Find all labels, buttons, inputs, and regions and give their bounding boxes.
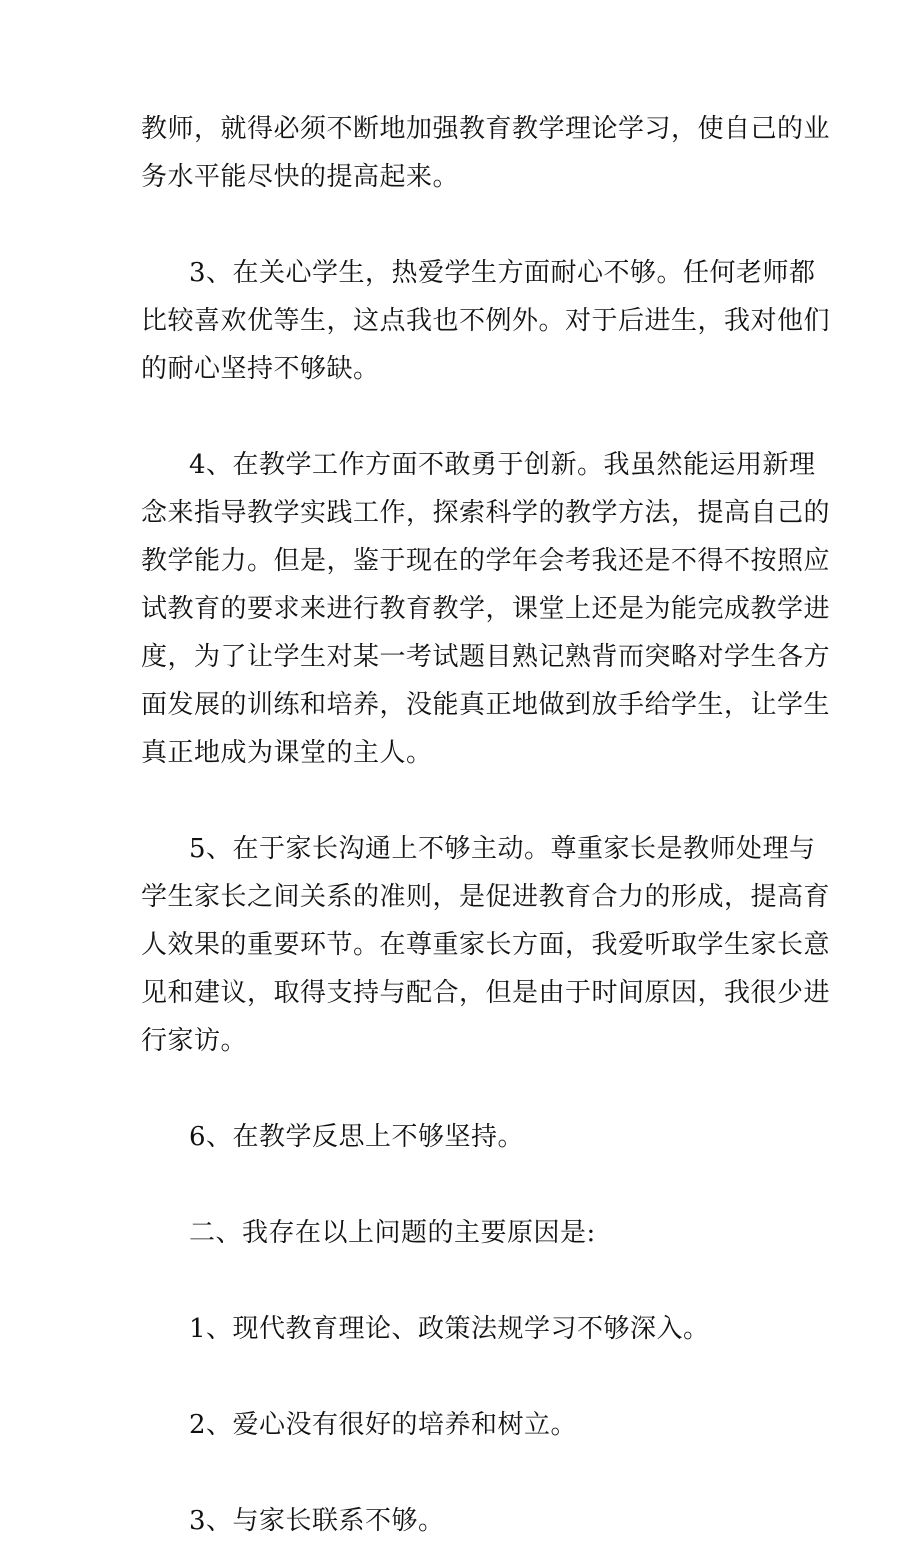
text-line: 3、在关心学生，热爱学生方面耐心不够。任何老师都 [189, 258, 816, 288]
cause-item-2 [141, 1401, 781, 1449]
paragraph-continuation [141, 105, 831, 201]
paragraph-item-5 [141, 825, 831, 1065]
paragraph-gap [141, 1353, 781, 1401]
cause-item-1 [141, 1305, 781, 1353]
text-line: 见和建议，取得支持与配合，但是由于时间原因，我很少进 [141, 978, 831, 1008]
paragraph-item-3 [141, 249, 831, 393]
text-line: 二、我存在以上问题的主要原因是: [189, 1218, 596, 1248]
text-line: 度，为了让学生对某一考试题目熟记熟背而突略对学生各方 [141, 642, 831, 672]
text-line: 1、现代教育理论、政策法规学习不够深入。 [189, 1314, 710, 1344]
paragraph-gap [141, 393, 781, 441]
text-line: 比较喜欢优等生，这点我也不例外。对于后进生，我对他们 [141, 306, 831, 336]
text-line: 3、与家长联系不够。 [189, 1506, 445, 1536]
paragraph-gap [141, 777, 781, 825]
text-line: 人效果的重要环节。在尊重家长方面，我爱听取学生家长意 [141, 930, 831, 960]
paragraph-gap [141, 1065, 781, 1113]
document-body [141, 105, 831, 1545]
paragraph-gap [141, 1161, 781, 1209]
text-line: 教师，就得必须不断地加强教育教学理论学习，使自己的业 [141, 114, 831, 144]
paragraph-item-4 [141, 441, 831, 777]
paragraph-gap [141, 1257, 781, 1305]
text-line: 教学能力。但是，鉴于现在的学年会考我还是不得不按照应 [141, 546, 831, 576]
text-line: 务水平能尽快的提高起来。 [141, 162, 460, 192]
text-line: 试教育的要求来进行教育教学，课堂上还是为能完成教学进 [141, 594, 831, 624]
text-line: 5、在于家长沟通上不够主动。尊重家长是教师处理与 [189, 834, 816, 864]
text-line: 6、在教学反思上不够坚持。 [189, 1122, 525, 1152]
text-line: 念来指导教学实践工作，探索科学的教学方法，提高自己的 [141, 498, 831, 528]
text-line: 行家访。 [141, 1026, 248, 1056]
text-line: 真正地成为课堂的主人。 [141, 738, 433, 768]
paragraph-gap [141, 1449, 781, 1497]
cause-item-3 [141, 1497, 781, 1545]
text-line: 4、在教学工作方面不敢勇于创新。我虽然能运用新理 [189, 450, 816, 480]
paragraph-gap [141, 201, 781, 249]
text-line: 学生家长之间关系的准则，是促进教育合力的形成，提高育 [141, 882, 831, 912]
text-line: 的耐心坚持不够缺。 [141, 354, 380, 384]
text-line: 2、爱心没有很好的培养和树立。 [189, 1410, 578, 1440]
text-line: 面发展的训练和培养，没能真正地做到放手给学生，让学生 [141, 690, 831, 720]
paragraph-item-6 [141, 1113, 781, 1161]
section-heading-causes [141, 1209, 781, 1257]
